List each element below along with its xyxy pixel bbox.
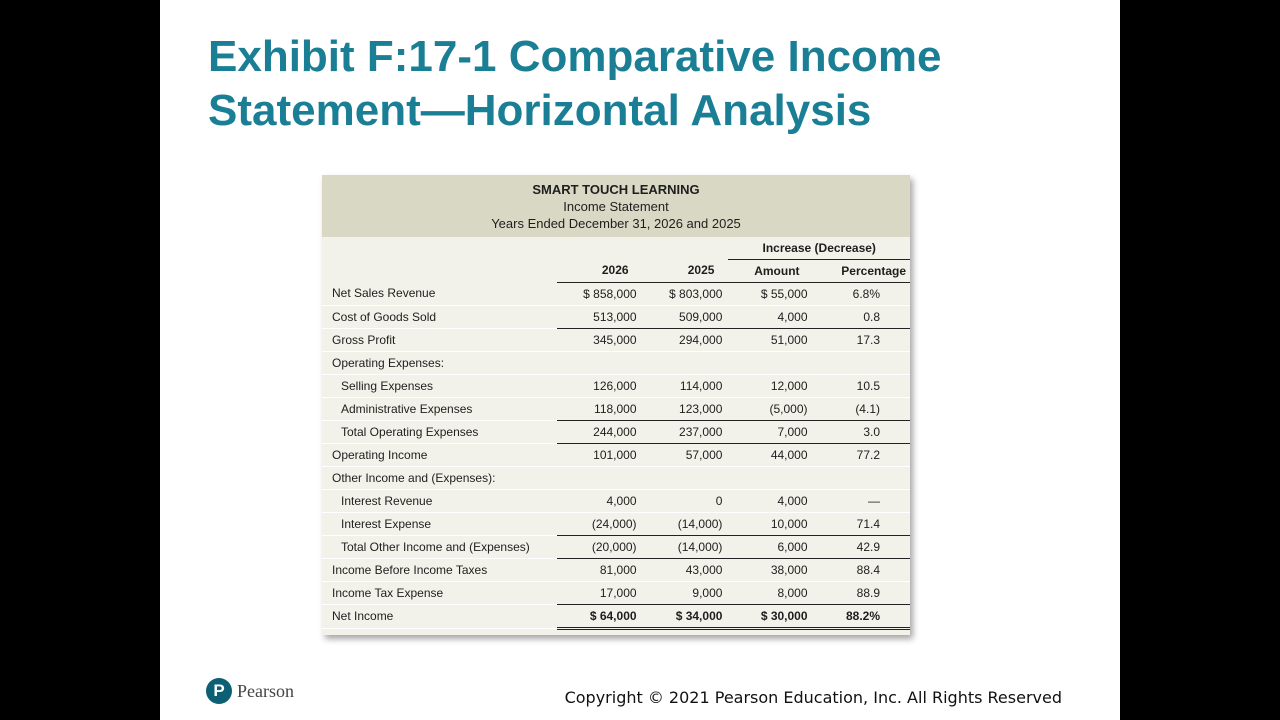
increase-decrease-header: Increase (Decrease) (728, 237, 910, 259)
statement-period: Years Ended December 31, 2026 and 2025 (491, 216, 741, 231)
value-2026: 345,000 (557, 328, 643, 351)
value-2026: 4,000 (557, 489, 643, 512)
change-amount: $ 55,000 (728, 282, 813, 305)
change-percentage: 0.8 (814, 305, 910, 328)
value-2025: (14,000) (643, 512, 729, 535)
change-percentage: 3.0 (814, 420, 910, 443)
statement-row (322, 535, 910, 558)
change-amount (728, 466, 813, 489)
change-percentage: — (814, 489, 910, 512)
pearson-logo-icon: P (206, 678, 232, 704)
statement-name: Income Statement (563, 199, 669, 214)
row-label: Selling Expenses (322, 374, 557, 397)
change-percentage (814, 351, 910, 374)
value-2025: 57,000 (643, 443, 729, 466)
column-header-2026: 2026 (557, 259, 643, 282)
change-percentage: 71.4 (814, 512, 910, 535)
slide (160, 0, 1120, 720)
row-label: Operating Income (322, 443, 557, 466)
value-2025: 123,000 (643, 397, 729, 420)
statement-row (322, 604, 910, 628)
change-amount: 6,000 (728, 535, 813, 558)
value-2025 (643, 466, 729, 489)
change-amount: 12,000 (728, 374, 813, 397)
value-2026: 118,000 (557, 397, 643, 420)
income-statement-table (322, 237, 910, 630)
row-label: Total Operating Expenses (322, 420, 557, 443)
change-amount: (5,000) (728, 397, 813, 420)
statement-row (322, 305, 910, 328)
value-2026 (557, 351, 643, 374)
company-name: SMART TOUCH LEARNING (532, 182, 700, 197)
column-header-percentage: Percentage (814, 259, 910, 282)
change-amount (728, 351, 813, 374)
change-amount: 51,000 (728, 328, 813, 351)
change-amount: $ 30,000 (728, 604, 813, 628)
change-percentage: 88.9 (814, 581, 910, 604)
row-label: Income Before Income Taxes (322, 558, 557, 581)
value-2025: 0 (643, 489, 729, 512)
value-2025: $ 803,000 (643, 282, 729, 305)
change-percentage: (4.1) (814, 397, 910, 420)
change-percentage: 6.8% (814, 282, 910, 305)
value-2026: (20,000) (557, 535, 643, 558)
value-2026: 513,000 (557, 305, 643, 328)
change-amount: 8,000 (728, 581, 813, 604)
change-amount: 7,000 (728, 420, 813, 443)
value-2025: 9,000 (643, 581, 729, 604)
row-label: Income Tax Expense (322, 581, 557, 604)
pearson-wordmark: Pearson (237, 680, 294, 701)
row-label: Cost of Goods Sold (322, 305, 557, 328)
change-percentage: 17.3 (814, 328, 910, 351)
change-amount: 38,000 (728, 558, 813, 581)
statement-row (322, 558, 910, 581)
statement-row (322, 374, 910, 397)
change-amount: 4,000 (728, 489, 813, 512)
statement-row (322, 351, 910, 374)
statement-row (322, 581, 910, 604)
change-percentage (814, 466, 910, 489)
row-label: Interest Expense (322, 512, 557, 535)
value-2026: 244,000 (557, 420, 643, 443)
statement-row (322, 420, 910, 443)
statement-row (322, 489, 910, 512)
income-statement-exhibit (322, 175, 910, 635)
row-label: Total Other Income and (Expenses) (322, 535, 557, 558)
value-2025: (14,000) (643, 535, 729, 558)
column-header-row (322, 259, 910, 282)
row-label: Interest Revenue (322, 489, 557, 512)
row-label: Administrative Expenses (322, 397, 557, 420)
value-2026: 17,000 (557, 581, 643, 604)
value-2025: 237,000 (643, 420, 729, 443)
column-header-2025: 2025 (643, 259, 729, 282)
statement-row (322, 512, 910, 535)
value-2025: 294,000 (643, 328, 729, 351)
value-2025: 43,000 (643, 558, 729, 581)
pearson-logo (206, 676, 294, 706)
change-percentage: 88.4 (814, 558, 910, 581)
row-label: Operating Expenses: (322, 351, 557, 374)
column-header-amount: Amount (728, 259, 813, 282)
row-label: Other Income and (Expenses): (322, 466, 557, 489)
value-2026: (24,000) (557, 512, 643, 535)
value-2025: 509,000 (643, 305, 729, 328)
value-2026: 81,000 (557, 558, 643, 581)
statement-header (322, 175, 910, 237)
change-percentage: 77.2 (814, 443, 910, 466)
row-label: Net Sales Revenue (322, 282, 557, 305)
change-percentage: 10.5 (814, 374, 910, 397)
statement-row (322, 397, 910, 420)
value-2025: $ 34,000 (643, 604, 729, 628)
change-amount: 4,000 (728, 305, 813, 328)
statement-row (322, 443, 910, 466)
value-2026 (557, 466, 643, 489)
group-header-row (322, 237, 910, 259)
value-2025 (643, 351, 729, 374)
value-2026: $ 64,000 (557, 604, 643, 628)
statement-row (322, 328, 910, 351)
slide-title: Exhibit F:17-1 Comparative Income Statement—Horizontal Analysis (208, 32, 942, 135)
row-label: Gross Profit (322, 328, 557, 351)
value-2025: 114,000 (643, 374, 729, 397)
value-2026: 101,000 (557, 443, 643, 466)
copyright-notice: Copyright © 2021 Pearson Education, Inc. All Rights Reserved (564, 688, 1062, 707)
value-2026: $ 858,000 (557, 282, 643, 305)
change-percentage: 42.9 (814, 535, 910, 558)
value-2026: 126,000 (557, 374, 643, 397)
row-label: Net Income (322, 604, 557, 628)
change-percentage: 88.2% (814, 604, 910, 628)
change-amount: 10,000 (728, 512, 813, 535)
statement-row (322, 282, 910, 305)
statement-row (322, 466, 910, 489)
statement-rows (322, 282, 910, 628)
change-amount: 44,000 (728, 443, 813, 466)
